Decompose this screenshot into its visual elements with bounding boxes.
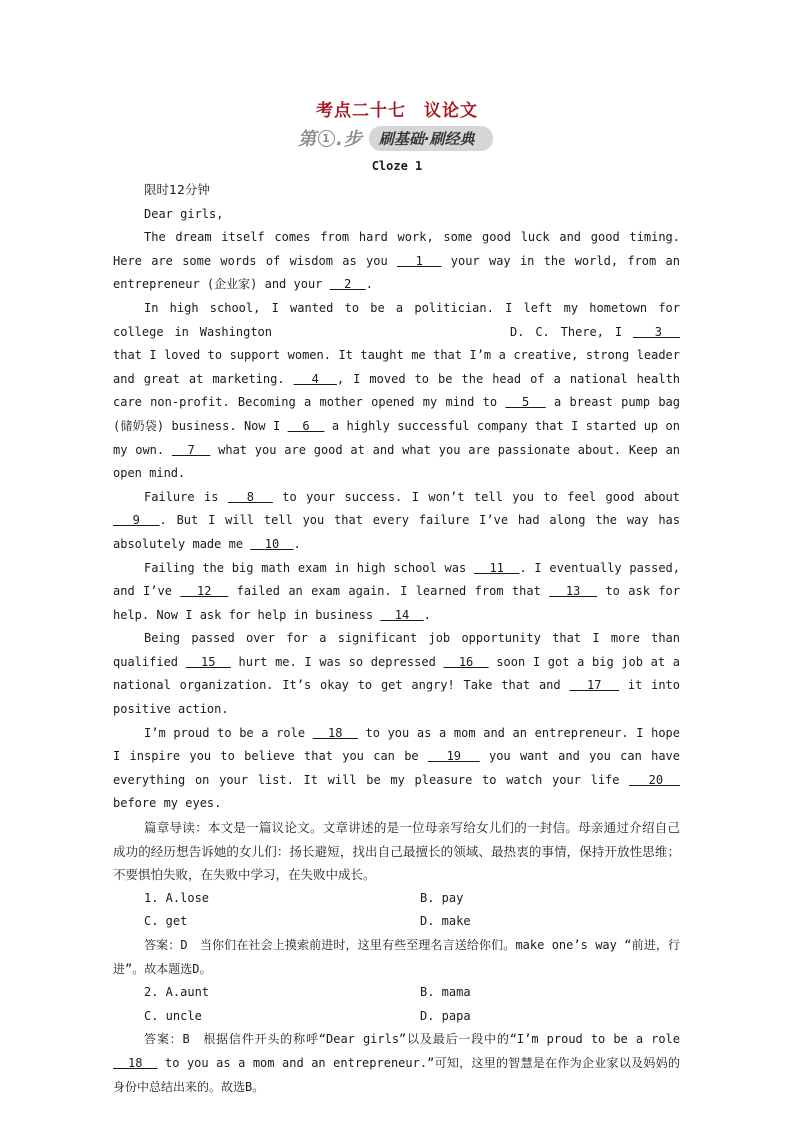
step-tagline: 刷基础·刷经典 xyxy=(369,126,493,151)
blank-6: 6 xyxy=(287,418,325,433)
greeting: Dear girls, xyxy=(144,206,224,221)
option-2b: B. mama xyxy=(420,985,471,1000)
answer-1: 答案：D 当你们在社会上摸索前进时，这里有些至理名言送给你们。make one’s way “前进，行进”。故本题选D。 xyxy=(113,938,680,976)
blank-4: 4 xyxy=(293,371,337,386)
blank-9: 9 xyxy=(113,513,160,528)
text-span: soon I got a big job at a national organization. It’s okay to get angry! Take that and xyxy=(113,654,681,693)
text-span: In high school, I wanted to be a politician. I left my hometown for college in Washington xyxy=(113,300,680,339)
blank-10: 10 xyxy=(250,536,294,551)
blank-2: 2 xyxy=(329,277,366,292)
paragraph-1 xyxy=(113,226,680,297)
text-span: . xyxy=(365,277,373,292)
blank-11: 11 xyxy=(473,560,520,575)
text-span: it into positive action. xyxy=(113,678,681,717)
step-banner xyxy=(298,125,493,151)
text-span: The dream itself comes from hard work, some good luck and good timing. Here are some words of wisdom as you xyxy=(113,230,680,268)
text-span: a breast pump bag (储奶袋) business. Now I xyxy=(113,395,681,433)
text-span: your way in the world, from an entrepreneur (企业家) and your xyxy=(113,253,681,292)
reading-guide: 篇章导读：本文是一篇议论文。文章讲述的是一位母亲写给女儿们的一封信。母亲通过介绍自己成功的经历想告诉她的女儿们：扬长避短，找出自己最擅长的领域、最热衷的事情，保持开放性思维；不要惧怕失败，在失败中学习，在失败中成长。 xyxy=(113,820,680,883)
blank-20: 20 xyxy=(629,772,680,787)
blank-14: 14 xyxy=(380,607,424,622)
blank-18: 18 xyxy=(312,725,358,740)
blank-7: 7 xyxy=(171,442,211,457)
option-1a: 1. A.lose xyxy=(144,890,210,905)
page-title: 考点二十七 议论文 xyxy=(316,101,478,121)
section-subtitle: Cloze 1 xyxy=(371,159,423,173)
blank-19: 19 xyxy=(427,749,480,764)
option-2d: D. papa xyxy=(420,1008,471,1023)
answer-blank-18: 18 xyxy=(113,1055,158,1070)
text-span: Failing the big math exam in high school was xyxy=(144,560,474,575)
step-number-circle: 1 xyxy=(318,130,335,147)
option-1c: C. get xyxy=(144,914,188,929)
blank-3: 3 xyxy=(632,324,681,339)
text-span: Failure is xyxy=(144,489,228,504)
paragraph-2 xyxy=(113,297,680,486)
text-span: to you as a mom and an entrepreneur.”可知，这里的智慧是在作为企业家以及妈妈的身份中总结出来的。故选B。 xyxy=(113,1055,680,1094)
paragraph-5 xyxy=(113,627,680,721)
text-span: . xyxy=(423,607,431,622)
text-span: to ask for help. Now I ask for help in business xyxy=(113,584,680,622)
question-2-options-ab xyxy=(113,981,680,1005)
paragraph-4 xyxy=(113,557,680,628)
text-span: failed an exam again. I learned from that xyxy=(228,584,550,599)
blank-16: 16 xyxy=(443,654,489,669)
blank-8: 8 xyxy=(227,489,273,504)
time-limit xyxy=(113,178,680,203)
text-span: . I eventually passed, and I’ve xyxy=(113,560,680,599)
option-2c: C. uncle xyxy=(144,1008,202,1023)
step-prefix: 第 xyxy=(298,129,317,150)
text-span: to your success. I won’t tell you to feel good about xyxy=(272,489,681,504)
blank-17: 17 xyxy=(569,678,620,693)
blank-5: 5 xyxy=(505,395,546,410)
paragraph-6 xyxy=(113,722,680,816)
text-span: , I moved to be the head of a national health care non-profit. Becoming a mother opened my mind to xyxy=(113,371,681,410)
text-span: a highly successful company that I started up on my own. xyxy=(113,418,680,457)
blank-1: 1 xyxy=(396,253,442,268)
question-1-options-cd xyxy=(113,910,680,934)
text-span: you want and you can have everything on your list. It will be my pleasure to watch your life xyxy=(113,749,680,787)
blank-15: 15 xyxy=(185,654,231,669)
step-label xyxy=(298,125,363,151)
option-1d: D. make xyxy=(420,914,471,929)
text-span: 答案：B 根据信件开头的称呼“Dear girls”以及最后一段中的“I’m proud to be a role xyxy=(144,1032,680,1047)
blank-12: 12 xyxy=(180,584,229,599)
text-span: . xyxy=(293,536,301,551)
text-span: what you are good at and what you are passionate about. Keep an open mind. xyxy=(113,442,681,481)
step-suffix: .步 xyxy=(336,129,363,150)
time-limit-text: 限时12分钟 xyxy=(144,182,210,197)
text-span: hurt me. I was so depressed xyxy=(230,654,444,669)
paragraph-3 xyxy=(113,486,680,557)
text-span: Being passed over for a significant job opportunity that I more than qualified xyxy=(113,631,680,669)
text-span: before my eyes. xyxy=(113,796,222,811)
question-2-options-cd xyxy=(113,1005,680,1029)
blank-13: 13 xyxy=(549,584,598,599)
option-2a: 2. A.aunt xyxy=(144,985,210,1000)
text-span: I’m proud to be a role xyxy=(144,725,313,740)
cloze-body xyxy=(113,178,680,1099)
option-1b: B. pay xyxy=(420,890,464,905)
question-1-options-ab xyxy=(113,887,680,911)
text-span: that I loved to support women. It taught me that I’m a creative, strong leader and great at marketing. xyxy=(113,348,680,386)
text-span: D. C. There, I xyxy=(510,324,633,339)
answer-2 xyxy=(113,1028,680,1099)
text-span: . But I will tell you that every failure I’ve had along the way has absolutely made me xyxy=(113,513,680,551)
text-span: to you as a mom and an entrepreneur. I hope I inspire you to believe that you can be xyxy=(113,725,681,764)
